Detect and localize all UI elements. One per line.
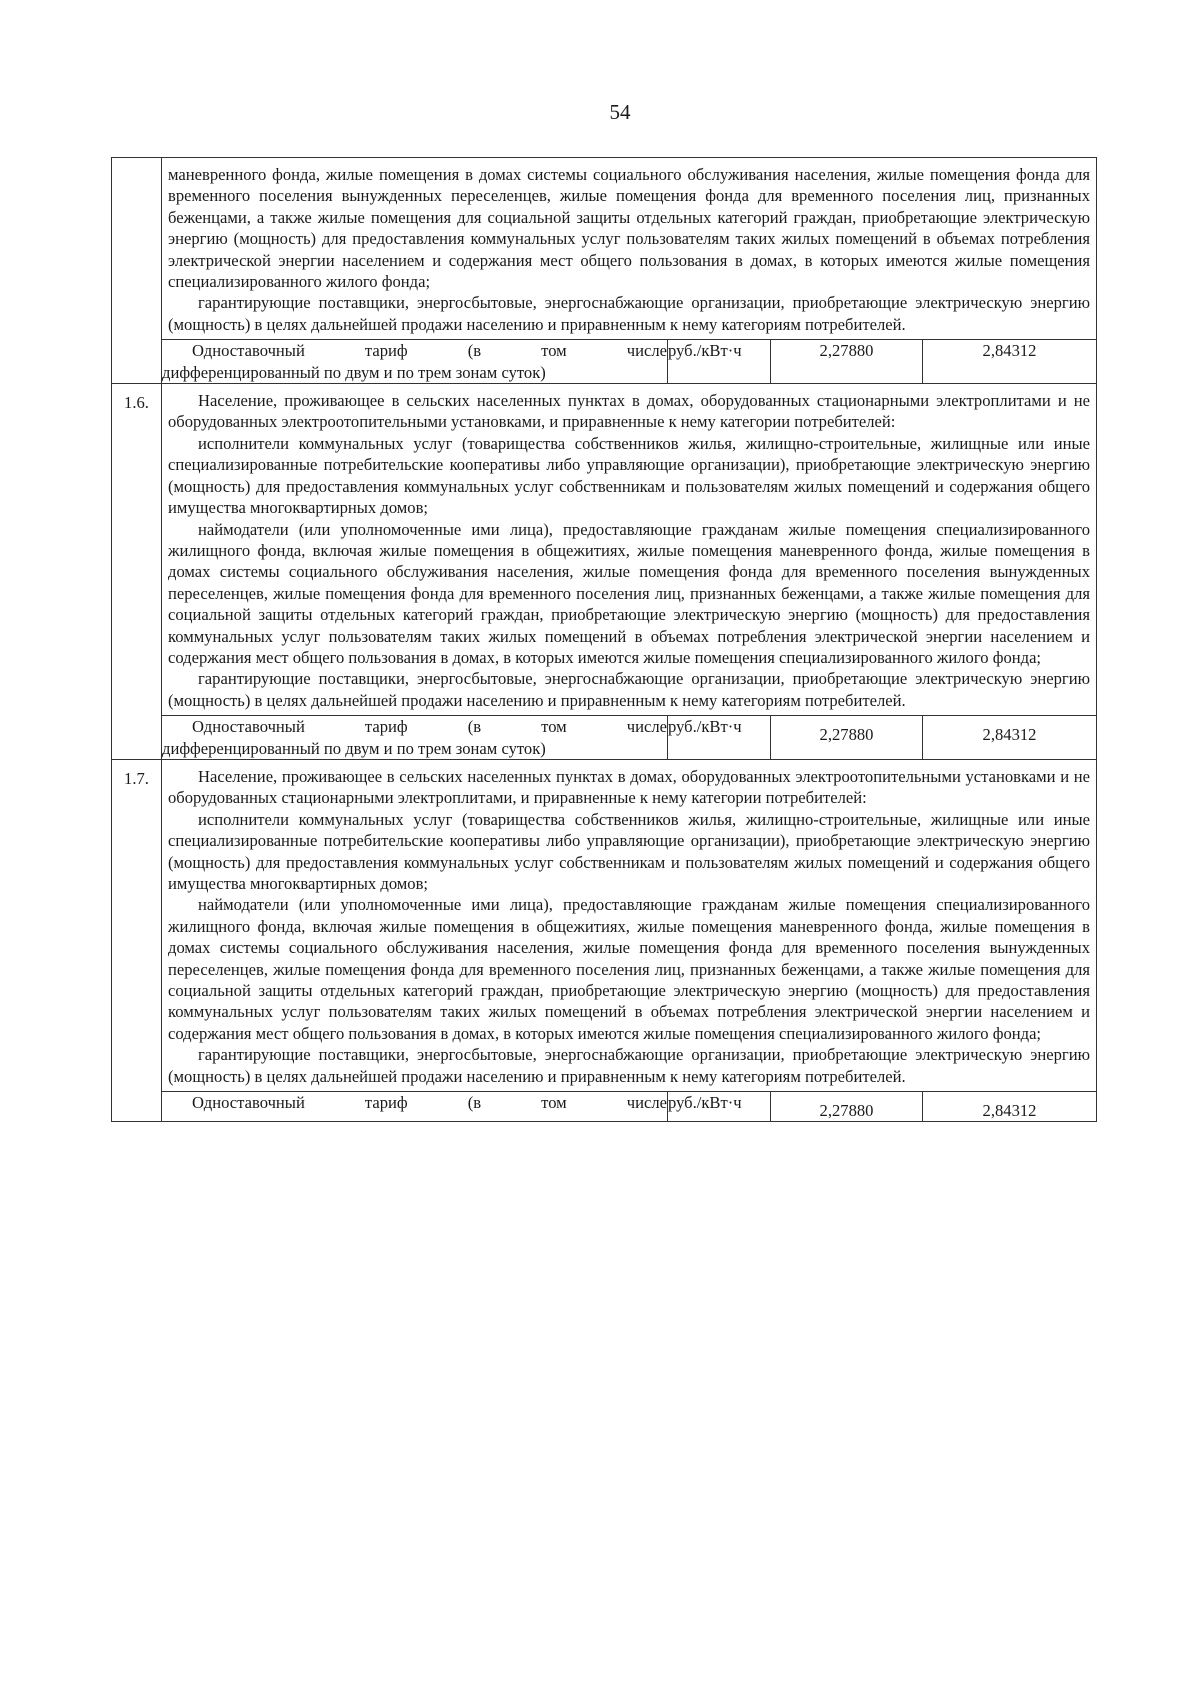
tariff-value-1: 2,27880	[771, 1092, 923, 1122]
tariff-subrow	[162, 339, 1096, 383]
tariff-unit: руб./кВт·ч	[668, 1092, 771, 1122]
tariff-name: Одноставочный тариф (в том числе дифференцированный по двум и по трем зонам суток)	[162, 341, 667, 382]
tariff-value-2: 2,84312	[923, 1092, 1097, 1122]
paragraph: наймодатели (или уполномоченные ими лица), предоставляющие гражданам жилые помещения специализированного жилищного фонда, включая жилые помещения в общежитиях, жилые помещения маневренного фонда, жилые помещения в домах системы социального обслуживания населения, жилые помещения фонда для временного поселения вынужденных переселенцев, жилые помещения фонда для временного поселения лиц, признанных беженцами, а также жилые помещения для социальной защиты отдельных категорий граждан, приобретающие электрическую энергию (мощность) для предоставления коммунальных услуг пользователям таких жилых помещений в объемах потребления электрической энергии населением и содержания мест общего пользования в домах, в которых имеются жилые помещения специализированного жилого фонда;	[168, 895, 1090, 1043]
paragraph: гарантирующие поставщики, энергосбытовые, энергоснабжающие организации, приобретающие электрическую энергию (мощность) в целях дальнейшей продажи населению и приравненным к нему категориям потребителей.	[168, 1045, 1090, 1086]
paragraph: наймодатели (или уполномоченные ими лица), предоставляющие гражданам жилые помещения специализированного жилищного фонда, включая жилые помещения в общежитиях, жилые помещения маневренного фонда, жилые помещения в домах системы социального обслуживания населения, жилые помещения фонда для временного поселения вынужденных переселенцев, жилые помещения фонда для временного поселения лиц, признанных беженцами, а также жилые помещения для социальной защиты отдельных категорий граждан, приобретающие электрическую энергию (мощность) для предоставления коммунальных услуг пользователям таких жилых помещений в объемах потребления электрической энергии населением и содержания мест общего пользования в домах, в которых имеются жилые помещения специализированного жилого фонда;	[168, 519, 1090, 667]
tariff-name: Одноставочный тариф (в том числе дифференцированный по двум и по трем зонам суток)	[162, 717, 667, 758]
tariff-table	[111, 157, 1097, 1122]
tariff-value-1: 2,27880	[771, 340, 923, 383]
paragraph: гарантирующие поставщики, энергосбытовые, энергоснабжающие организации, приобретающие электрическую энергию (мощность) в целях дальнейшей продажи населению и приравненным к нему категориям потребителей.	[168, 293, 1090, 334]
tariff-unit: руб./кВт·ч	[668, 340, 771, 383]
row-description	[162, 158, 1096, 339]
tariff-subrow	[162, 715, 1096, 759]
paragraph: гарантирующие поставщики, энергосбытовые, энергоснабжающие организации, приобретающие электрическую энергию (мощность) в целях дальнейшей продажи населению и приравненным к нему категориям потребителей.	[168, 669, 1090, 710]
row-description	[162, 384, 1096, 715]
row-number	[112, 158, 162, 384]
table-row	[112, 158, 1097, 384]
row-description	[162, 760, 1096, 1091]
paragraph: исполнители коммунальных услуг (товарищества собственников жилья, жилищно-строительные, жилищные или иные специализированные потребительские кооперативы либо управляющие организации), приобретающие электрическую энергию (мощность) для предоставления коммунальных услуг собственникам и пользователям жилых помещений и содержания общего имущества многоквартирных домов;	[168, 433, 1090, 518]
tariff-value-2: 2,84312	[923, 340, 1097, 383]
tariff-value-2: 2,84312	[923, 716, 1097, 759]
paragraph: маневренного фонда, жилые помещения в домах системы социального обслуживания населения, жилые помещения фонда для временного поселения вынужденных переселенцев, жилые помещения фонда для временного поселения лиц, признанных беженцами, а также жилые помещения для социальной защиты отдельных категорий граждан, приобретающие электрическую энергию (мощность) для предоставления коммунальных услуг пользователям таких жилых помещений в объемах потребления электрической энергии населением и содержания мест общего пользования в домах, в которых имеются жилые помещения специализированного жилого фонда;	[168, 165, 1090, 292]
row-number: 1.7.	[112, 759, 162, 1122]
row-content	[162, 759, 1097, 1122]
tariff-name: Одноставочный тариф (в том числе	[192, 1093, 667, 1113]
table-row	[112, 759, 1097, 1122]
paragraph: Население, проживающее в сельских населенных пунктах в домах, оборудованных стационарными электроплитами и не оборудованных электроотопительными установками, и приравненные к нему категории потребителей:	[168, 391, 1090, 432]
tariff-unit: руб./кВт·ч	[668, 716, 771, 759]
row-number: 1.6.	[112, 384, 162, 760]
row-content	[162, 384, 1097, 760]
tariff-value-1: 2,27880	[771, 716, 923, 759]
page-number: 54	[609, 100, 631, 124]
tariff-subrow	[162, 1091, 1096, 1121]
table-row	[112, 384, 1097, 760]
paragraph: Население, проживающее в сельских населенных пунктах в домах, оборудованных электроотопительными установками и не оборудованных стационарными электроплитами, и приравненные к нему категории потребителей:	[168, 766, 1090, 808]
row-content	[162, 158, 1097, 384]
paragraph: исполнители коммунальных услуг (товарищества собственников жилья, жилищно-строительные, жилищные или иные специализированные потребительские кооперативы либо управляющие организации), приобретающие электрическую энергию (мощность) для предоставления коммунальных услуг собственникам и пользователям жилых помещений и содержания общего имущества многоквартирных домов;	[168, 809, 1090, 893]
